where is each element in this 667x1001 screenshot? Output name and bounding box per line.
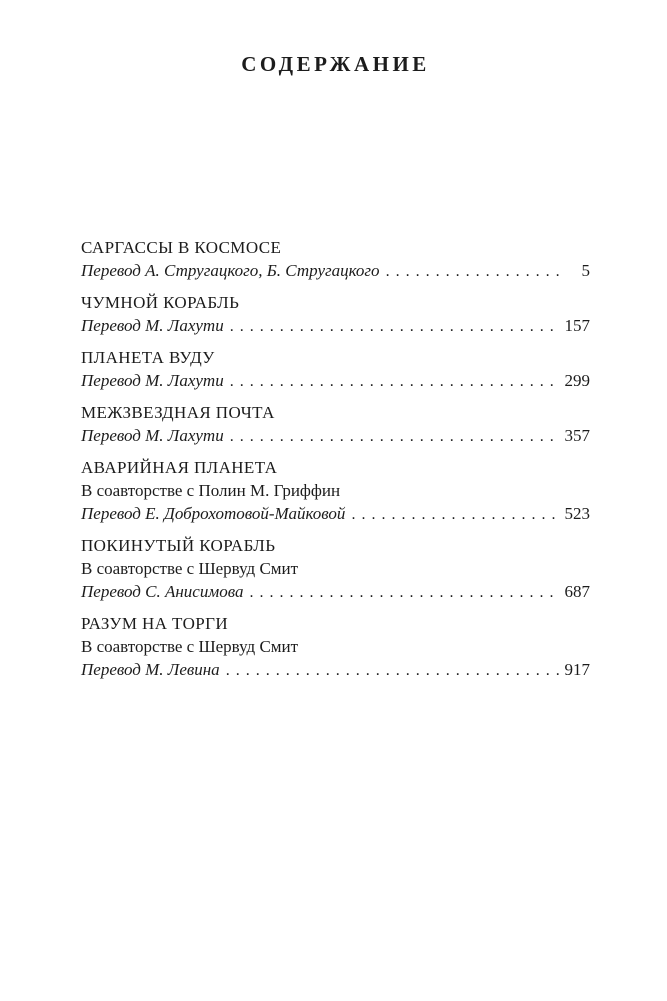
- entry-page-number: 357: [564, 426, 590, 445]
- entry-translator-line: [81, 580, 590, 604]
- toc-entry: [81, 346, 590, 393]
- dot-leader: [351, 502, 558, 526]
- page-title: СОДЕРЖАНИЕ: [241, 52, 430, 76]
- entry-translator-line: [81, 424, 590, 448]
- entry-translator: Перевод М. Левина: [81, 660, 220, 679]
- toc-entry: [81, 236, 590, 283]
- entry-translator-line: [81, 658, 590, 682]
- entry-translator-line: [81, 502, 590, 526]
- entry-title: АВАРИЙНАЯ ПЛАНЕТА: [81, 458, 278, 477]
- toc-entry: [81, 291, 590, 338]
- entry-page-number: 687: [564, 582, 590, 601]
- dot-leader: [386, 259, 560, 283]
- entry-page-number: 523: [564, 504, 590, 523]
- toc-entry: [81, 456, 590, 526]
- toc-list: [81, 236, 590, 682]
- toc-entry: [81, 612, 590, 682]
- entry-translator: Перевод А. Стругацкого, Б. Стругацкого: [81, 261, 380, 280]
- entry-coauthor: В соавторстве с Шервуд Смит: [81, 559, 299, 578]
- entry-translator: Перевод С. Анисимова: [81, 582, 244, 601]
- entry-title: САРГАССЫ В КОСМОСЕ: [81, 238, 282, 257]
- entry-translator-line: [81, 314, 590, 338]
- entry-translator-line: [81, 259, 590, 283]
- entry-translator: Перевод М. Лахути: [81, 426, 224, 445]
- entry-title: ЧУМНОЙ КОРАБЛЬ: [81, 293, 240, 312]
- entry-page-number: 5: [581, 261, 590, 280]
- entry-title: РАЗУМ НА ТОРГИ: [81, 614, 229, 633]
- dot-leader: [230, 424, 559, 448]
- entry-title: ПОКИНУТЫЙ КОРАБЛЬ: [81, 536, 276, 555]
- entry-translator: Перевод Е. Доброхотовой-Майковой: [81, 504, 346, 523]
- entry-translator-line: [81, 369, 590, 393]
- entry-translator: Перевод М. Лахути: [81, 371, 224, 390]
- entry-page-number: 157: [564, 316, 590, 335]
- entry-title: ПЛАНЕТА ВУДУ: [81, 348, 215, 367]
- entry-coauthor: В соавторстве с Полин М. Гриффин: [81, 481, 341, 500]
- dot-leader: [230, 369, 559, 393]
- entry-coauthor: В соавторстве с Шервуд Смит: [81, 637, 299, 656]
- dot-leader: [230, 314, 559, 338]
- dot-leader: [226, 658, 559, 682]
- entry-page-number: 299: [564, 371, 590, 390]
- entry-title: МЕЖЗВЕЗДНАЯ ПОЧТА: [81, 403, 275, 422]
- dot-leader: [249, 580, 558, 604]
- toc-entry: [81, 534, 590, 604]
- entry-translator: Перевод М. Лахути: [81, 316, 224, 335]
- toc-entry: [81, 401, 590, 448]
- entry-page-number: 917: [564, 660, 590, 679]
